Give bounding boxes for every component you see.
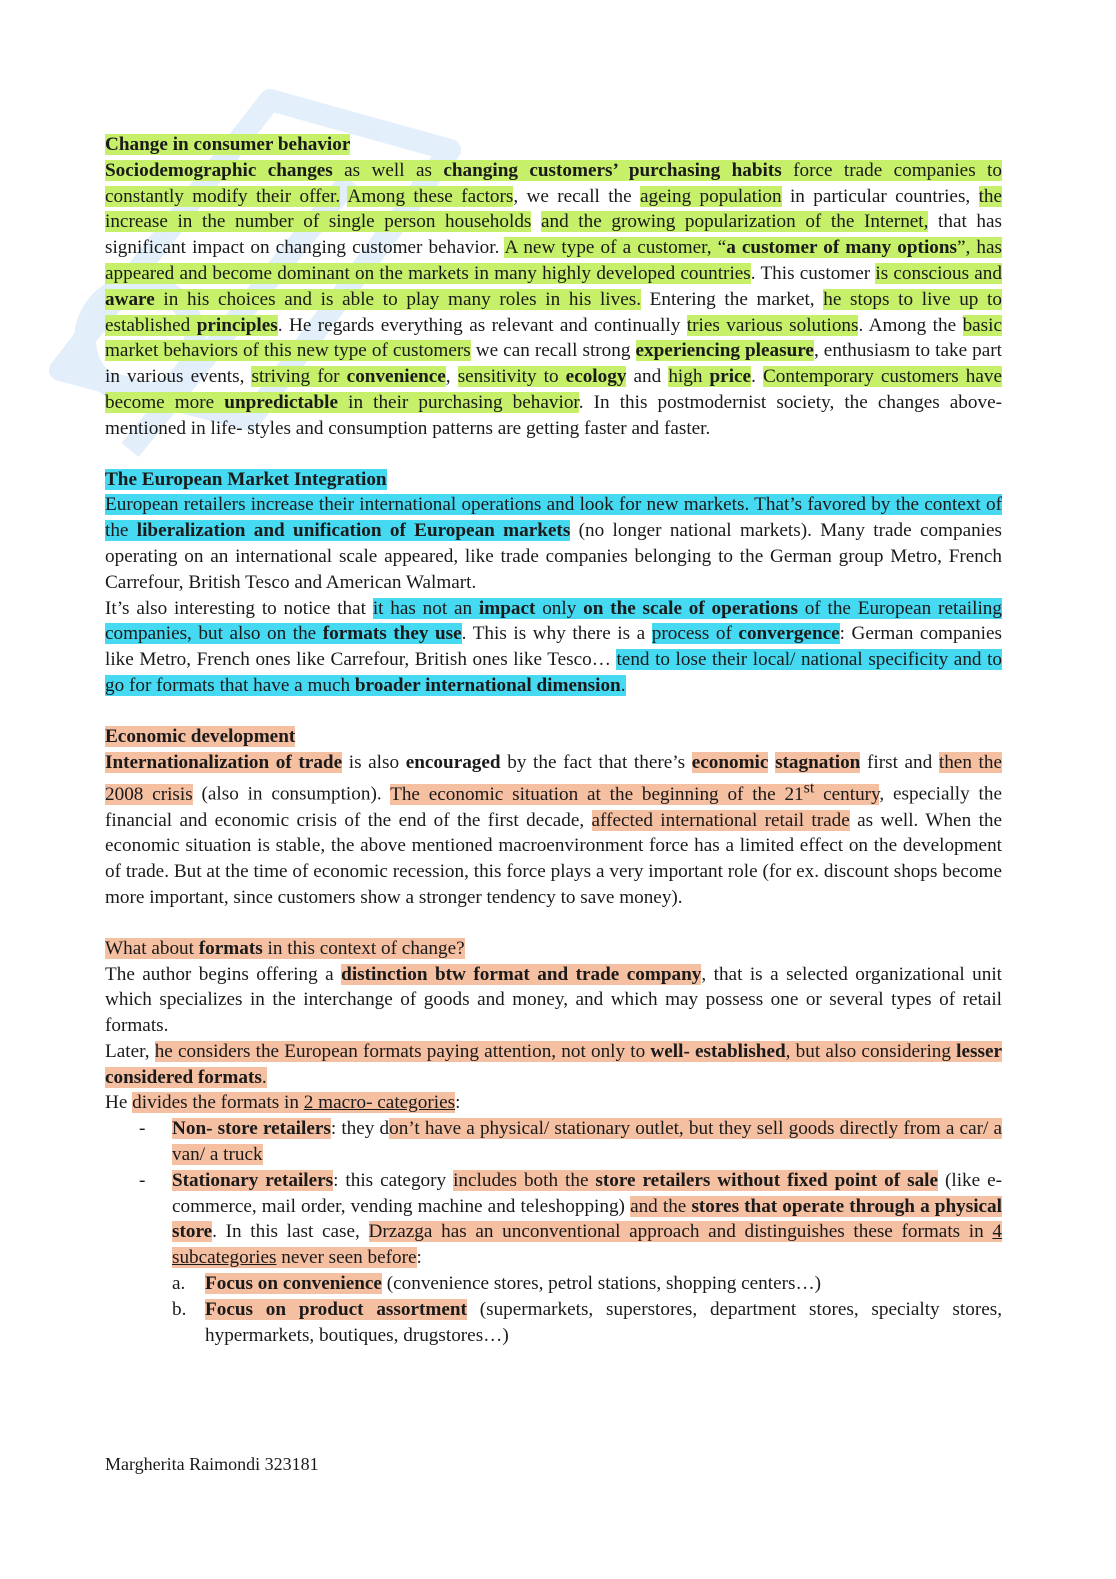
footer-author: Margherita Raimondi 323181	[105, 1454, 319, 1474]
list-item-focus-assortment: b. Focus on product assortment (supermarkets, superstores, department stores, specialty stores, hypermarkets, boutiques, drugstores…)	[172, 1298, 1002, 1346]
list-item-focus-convenience: a. Focus on convenience (convenience stores, petrol stations, shopping centers…)	[172, 1273, 822, 1295]
section-heading-formats: What about formats in this context of change?	[105, 937, 465, 959]
document-page	[105, 132, 1002, 1348]
paragraph-formats-1: The author begins offering a distinction btw format and trade company, that is a selected organizational unit which specializes in the interchange of goods and money, and which may possess one or several types of retail formats.	[105, 963, 1002, 1037]
list-item-stationary-retailers: - Stationary retailers: this category includes both the store retailers without fixed point of sale (like e- commerce, mail order, vending machine and teleshopping) and the stores that operate through a physical store. In this last case, Drzazga has an unconventional approach and distinguishes these formats in 4 subcategories never seen before:	[172, 1168, 1002, 1271]
section-heading-consumer-behavior: Change in consumer behavior	[105, 134, 351, 155]
paragraph-formats-2: Later, he considers the European formats paying attention, not only to well- established, but also considering lesser considered formats.	[105, 1040, 1002, 1088]
paragraph-market-integration-2: It’s also interesting to notice that it has not an impact only on the scale of operations of the European retailing companies, but also on the formats they use. This is why there is a process of convergence: German companies like Metro, French ones like Carrefour, British ones like Tesco… tend to lose their local/ national specificity and to go for formats that have a much broader international dimension.	[105, 597, 1003, 696]
subcategories-list	[105, 1271, 1002, 1348]
section-heading-market-integration: The European Market Integration	[105, 468, 387, 490]
paragraph-consumer-behavior: Sociodemographic changes as well as changing customers’ purchasing habits force trade companies to constantly modify their offer. Among these factors, we recall the ageing population in particular countries, the increase in the number of single person households and the growing popularization of the Internet, that has significant impact on changing customer behavior. A new type of a customer, “a customer of many options”, has appeared and become dominant on the markets in many highly developed countries. This customer is conscious and aware in his choices and is able to play many roles in his lives. Entering the market, he stops to live up to established principles. He regards everything as relevant and continually tries various solutions. Among the basic market behaviors of this new type of customers we can recall strong experiencing pleasure, enthusiasm to take part in various events, striving for convenience, sensitivity to ecology and high price. Contemporary customers have become more unpredictable in their purchasing behavior. In this postmodernist society, the changes above- mentioned in life- styles and consumption patterns are getting faster and faster.	[105, 159, 1003, 439]
section-heading-economic-development: Economic development	[105, 725, 296, 747]
macro-categories-list	[105, 1116, 1002, 1271]
paragraph-economic-development: Internationalization of trade is also encouraged by the fact that there’s economic stagnation first and then the 2008 crisis (also in consumption). The economic situation at the beginning of the 21st century, especially the financial and economic crisis of the end of the first decade, affected international retail trade as well. When the economic situation is stable, the above mentioned macroenvironment force has a limited effect on the development of trade. But at the time of economic recession, this force plays a very important role (for ex. discount shops become more important, since customers show a stronger tendency to save money).	[105, 751, 1003, 908]
paragraph-formats-3: He divides the formats in 2 macro- categories:	[105, 1092, 461, 1114]
paragraph-market-integration-1: European retailers increase their international operations and look for new markets. That’s favored by the context of the liberalization and unification of European markets (no longer national markets). Many trade companies operating on an international scale appeared, like trade companies belonging to the German group Metro, French Carrefour, British Tesco and American Walmart.	[105, 494, 1002, 593]
list-item-non-store-retailers: - Non- store retailers: they don’t have a physical/ stationary outlet, but they sell goods directly from a car/ a van/ a truck	[172, 1116, 1002, 1168]
